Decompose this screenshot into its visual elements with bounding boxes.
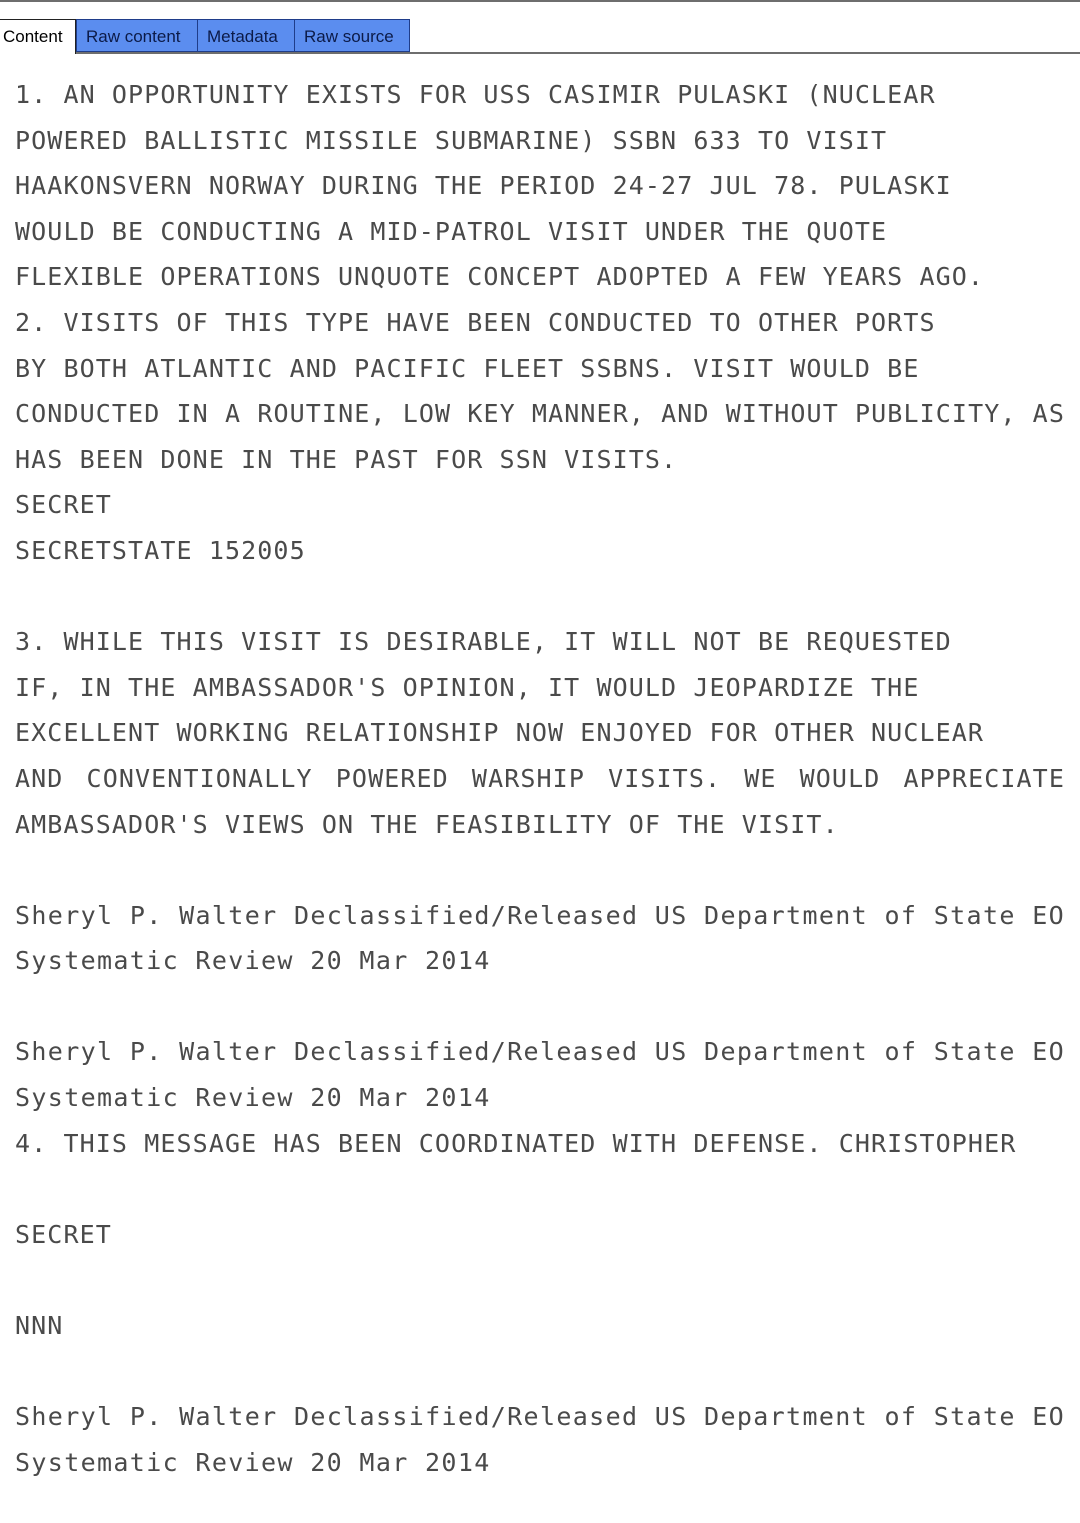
paragraph-1-line: HAAKONSVERN NORWAY DURING THE PERIOD 24-27 JUL 78. PULASKI — [15, 171, 952, 201]
blank-line — [15, 847, 1065, 893]
paragraph-1-line: POWERED BALLISTIC MISSILE SUBMARINE) SSBN 633 TO VISIT — [15, 125, 888, 155]
paragraph-2-line: 2. VISITS OF THIS TYPE HAVE BEEN CONDUCTED TO OTHER PORTS — [15, 307, 936, 337]
paragraph-4: 4. THIS MESSAGE HAS BEEN COORDINATED WITH DEFENSE. CHRISTOPHER — [15, 1128, 1017, 1158]
blank-line — [15, 1349, 1065, 1395]
paragraph-2-line: CONDUCTED IN A ROUTINE, LOW KEY MANNER, AND WITHOUT PUBLICITY, AS — [15, 399, 1065, 429]
blank-line — [15, 1257, 1065, 1303]
tab-raw-content[interactable]: Raw content — [76, 19, 198, 52]
top-border — [0, 0, 1080, 2]
declassification-stamp-line: Sheryl P. Walter Declassified/Released US Department of State EO — [15, 1037, 1065, 1067]
declassification-stamp-line: Systematic Review 20 Mar 2014 — [15, 1447, 491, 1477]
page-reference: SECRETSTATE 152005 — [15, 535, 306, 565]
paragraph-3-line: AND CONVENTIONALLY POWERED WARSHIP VISITS. WE WOULD APPRECIATE — [15, 763, 1065, 793]
tab-metadata[interactable]: Metadata — [197, 19, 295, 52]
classification-marking: SECRET — [15, 1219, 112, 1249]
declassification-stamp-line: Sheryl P. Walter Declassified/Released US Department of State EO — [15, 1402, 1065, 1432]
blank-line — [15, 574, 1065, 620]
paragraph-1-line: WOULD BE CONDUCTING A MID-PATROL VISIT UNDER THE QUOTE — [15, 216, 888, 246]
paragraph-2-line: BY BOTH ATLANTIC AND PACIFIC FLEET SSBNS. VISIT WOULD BE — [15, 353, 920, 383]
paragraph-3-line: IF, IN THE AMBASSADOR'S OPINION, IT WOULD JEOPARDIZE THE — [15, 672, 920, 702]
declassification-stamp-line: Sheryl P. Walter Declassified/Released US Department of State EO — [15, 900, 1065, 930]
tab-bar — [0, 19, 1080, 53]
tab-raw-source[interactable]: Raw source — [294, 19, 410, 52]
document-content — [15, 72, 1065, 1485]
tab-content[interactable]: Content — [0, 19, 76, 54]
blank-line — [15, 984, 1065, 1030]
paragraph-3-line: 3. WHILE THIS VISIT IS DESIRABLE, IT WILL NOT BE REQUESTED — [15, 627, 952, 657]
paragraph-2-line: HAS BEEN DONE IN THE PAST FOR SSN VISITS. — [15, 444, 678, 474]
paragraph-1-line: 1. AN OPPORTUNITY EXISTS FOR USS CASIMIR PULASKI (NUCLEAR — [15, 80, 936, 109]
paragraph-3-line: AMBASSADOR'S VIEWS ON THE FEASIBILITY OF THE VISIT. — [15, 809, 839, 839]
blank-line — [15, 1166, 1065, 1212]
paragraph-3-line: EXCELLENT WORKING RELATIONSHIP NOW ENJOYED FOR OTHER NUCLEAR — [15, 718, 985, 748]
paragraph-1-line: FLEXIBLE OPERATIONS UNQUOTE CONCEPT ADOPTED A FEW YEARS AGO. — [15, 262, 985, 292]
declassification-stamp-line: Systematic Review 20 Mar 2014 — [15, 1083, 491, 1113]
declassification-stamp-line: Systematic Review 20 Mar 2014 — [15, 946, 491, 976]
end-marker: NNN — [15, 1311, 64, 1341]
classification-marking: SECRET — [15, 490, 112, 520]
